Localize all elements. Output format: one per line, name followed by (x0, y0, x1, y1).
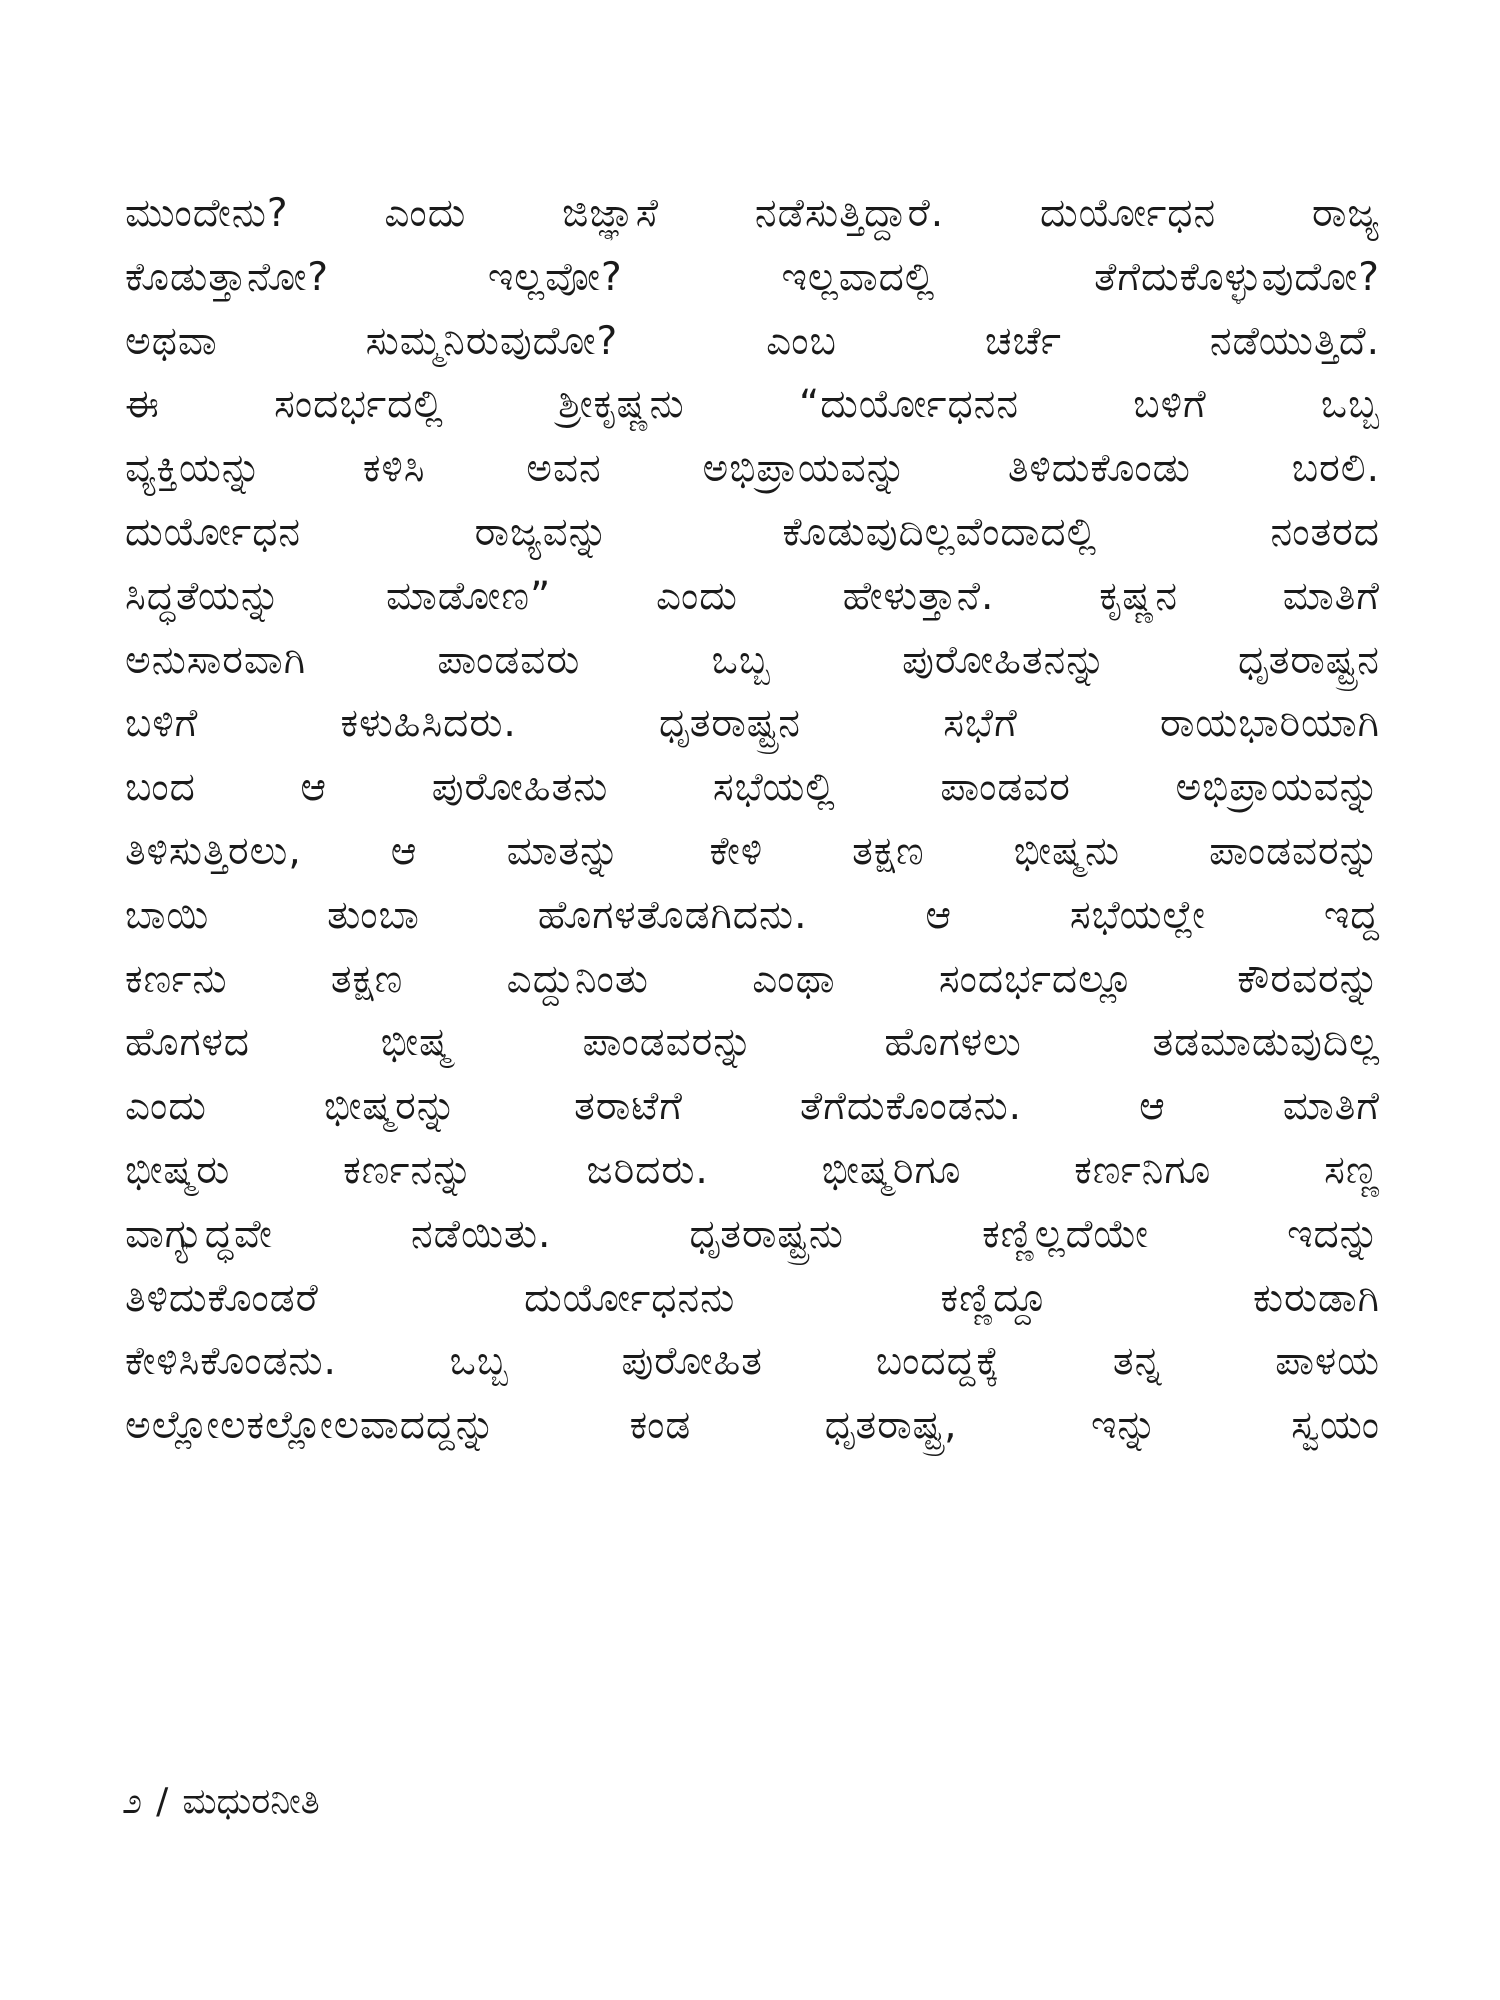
text-line: ತಿಳಿದುಕೊಂಡರೆ ದುರ್ಯೋಧನನು ಕಣ್ಣಿದ್ದೂ ಕುರುಡಾಗಿ (125, 1275, 1380, 1321)
text-line: ವ್ಯಕ್ತಿಯನ್ನು ಕಳಿಸಿ ಅವನ ಅಭಿಪ್ರಾಯವನ್ನು ತಿಳಿದುಕೊಂಡು ಬರಲಿ. (125, 446, 1380, 492)
text-line: ಈ ಸಂದರ್ಭದಲ್ಲಿ ಶ್ರೀಕೃಷ್ಣನು “ದುರ್ಯೋಧನನ ಬಳಿಗೆ ಒಬ್ಬ (125, 382, 1380, 428)
text-line: ಬಾಯಿ ತುಂಬಾ ಹೊಗಳತೊಡಗಿದನು. ಆ ಸಭೆಯಲ್ಲೇ ಇದ್ದ (125, 892, 1380, 938)
text-line: ಭೀಷ್ಮರು ಕರ್ಣನನ್ನು ಜರಿದರು. ಭೀಷ್ಮರಿಗೂ ಕರ್ಣನಿಗೂ ಸಣ್ಣ (125, 1147, 1380, 1193)
book-title: ಮಧುರನೀತಿ (182, 1781, 320, 1822)
page-footer (122, 1780, 320, 1824)
text-line: ಬಳಿಗೆ ಕಳುಹಿಸಿದರು. ಧೃತರಾಷ್ಟ್ರನ ಸಭೆಗೆ ರಾಯಭಾರಿಯಾಗಿ (125, 701, 1380, 747)
text-line: ದುರ್ಯೋಧನ ರಾಜ್ಯವನ್ನು ಕೊಡುವುದಿಲ್ಲವೆಂದಾದಲ್ಲಿ ನಂತರದ (125, 509, 1380, 555)
text-line: ಕರ್ಣನು ತಕ್ಷಣ ಎದ್ದುನಿಂತು ಎಂಥಾ ಸಂದರ್ಭದಲ್ಲೂ ಕೌರವರನ್ನು (125, 956, 1380, 1002)
text-line: ಕೇಳಿಸಿಕೊಂಡನು. ಒಬ್ಬ ಪುರೋಹಿತ ಬಂದದ್ದಕ್ಕೆ ತನ್ನ ಪಾಳಯ (125, 1339, 1380, 1385)
text-line: ತಿಳಿಸುತ್ತಿರಲು, ಆ ಮಾತನ್ನು ಕೇಳಿ ತಕ್ಷಣ ಭೀಷ್ಮನು ಪಾಂಡವರನ್ನು (125, 828, 1380, 874)
footer-separator: / (156, 1781, 169, 1822)
text-line: ಹೊಗಳದ ಭೀಷ್ಮ ಪಾಂಡವರನ್ನು ಹೊಗಳಲು ತಡಮಾಡುವುದಿಲ್ಲ (125, 1020, 1380, 1066)
text-line: ಬಂದ ಆ ಪುರೋಹಿತನು ಸಭೆಯಲ್ಲಿ ಪಾಂಡವರ ಅಭಿಪ್ರಾಯವನ್ನು (125, 765, 1380, 811)
body-paragraph (125, 182, 1380, 1458)
text-line: ಸಿದ್ಧತೆಯನ್ನು ಮಾಡೋಣ” ಎಂದು ಹೇಳುತ್ತಾನೆ. ಕೃಷ್ಣನ ಮಾತಿಗೆ (125, 573, 1380, 619)
text-line: ಅನುಸಾರವಾಗಿ ಪಾಂಡವರು ಒಬ್ಬ ಪುರೋಹಿತನನ್ನು ಧೃತರಾಷ್ಟ್ರನ (125, 637, 1380, 683)
text-line: ಮುಂದೇನು? ಎಂದು ಜಿಜ್ಞಾಸೆ ನಡೆಸುತ್ತಿದ್ದಾರೆ. ದುರ್ಯೋಧನ ರಾಜ್ಯ (125, 191, 1380, 236)
text-line: ಅಥವಾ ಸುಮ್ಮನಿರುವುದೋ? ಎಂಬ ಚರ್ಚೆ ನಡೆಯುತ್ತಿದೆ. (125, 318, 1380, 364)
text-line: ಎಂದು ಭೀಷ್ಮರನ್ನು ತರಾಟೆಗೆ ತೆಗೆದುಕೊಂಡನು. ಆ ಮಾತಿಗೆ (125, 1084, 1380, 1130)
text-line: ವಾಗ್ಯುದ್ಧವೇ ನಡೆಯಿತು. ಧೃತರಾಷ್ಟ್ರನು ಕಣ್ಣಿಲ್ಲದೆಯೇ ಇದನ್ನು (125, 1211, 1380, 1257)
page-number: ೨ (122, 1781, 143, 1822)
text-line: ಅಲ್ಲೋಲಕಲ್ಲೋಲವಾದದ್ದನ್ನು ಕಂಡ ಧೃತರಾಷ್ಟ್ರ, ಇನ್ನು ಸ್ವಯಂ (125, 1403, 1380, 1449)
text-line: ಕೊಡುತ್ತಾನೋ? ಇಲ್ಲವೋ? ಇಲ್ಲವಾದಲ್ಲಿ ತೆಗೆದುಕೊಳ್ಳುವುದೋ? (125, 254, 1380, 300)
